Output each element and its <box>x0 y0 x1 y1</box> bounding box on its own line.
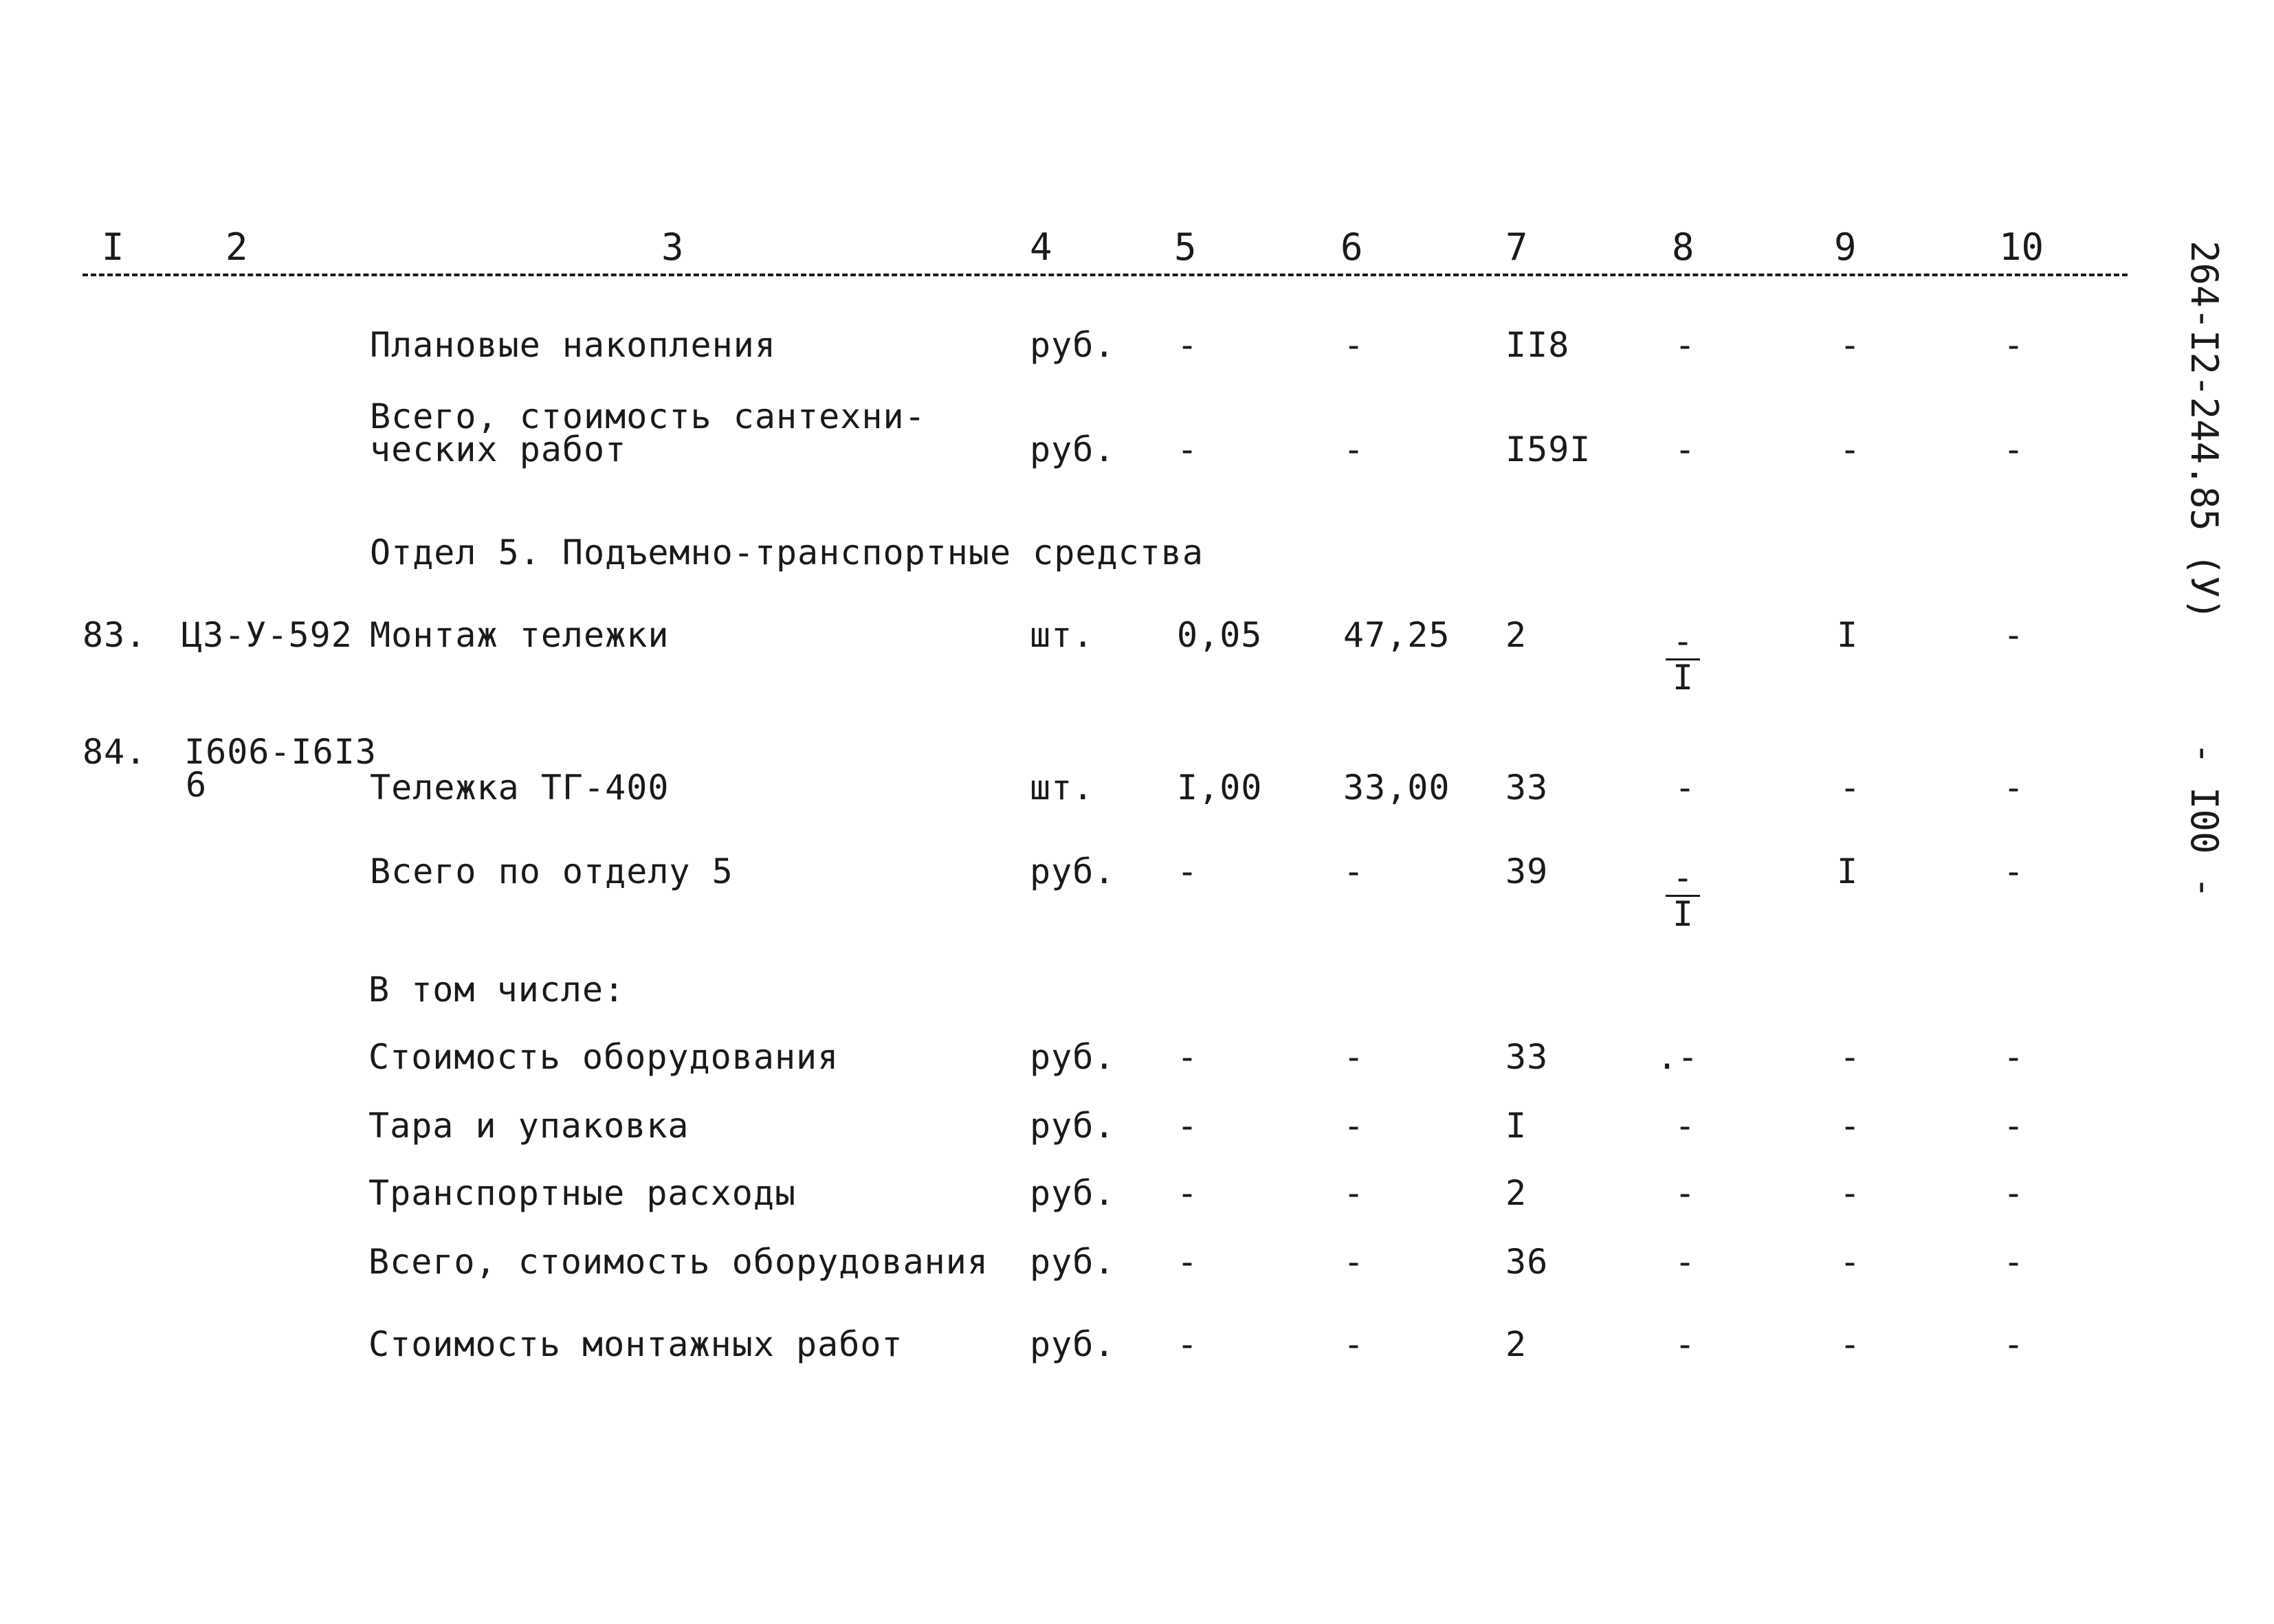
cell-c5: - <box>1177 1106 1198 1146</box>
cell-c6: - <box>1343 852 1365 891</box>
cell-c8: - <box>1675 1106 1696 1146</box>
fraction-top: - <box>1672 858 1694 898</box>
row-unit: руб. <box>1030 1037 1116 1077</box>
cell-c8: - <box>1675 1324 1696 1364</box>
row-unit: руб. <box>1030 852 1116 891</box>
col-header-10: 10 <box>1999 225 2044 269</box>
cell-c6: - <box>1343 1106 1365 1146</box>
row-name: Тара и упаковка <box>368 1106 689 1146</box>
cell-c7: 33 <box>1505 1037 1549 1077</box>
page-number: - I00 - <box>2183 742 2226 899</box>
header-rule <box>82 274 2128 276</box>
document-code: 264-I2-244.85 (У) <box>2183 241 2226 621</box>
cell-c6: 33,00 <box>1343 768 1450 808</box>
cell-c6: - <box>1343 1173 1365 1213</box>
row-code-line1: I606-I6I3 <box>184 732 377 772</box>
cell-c9: - <box>1840 1242 1861 1282</box>
row-name: Всего, стоимость оборудования <box>368 1242 989 1282</box>
cell-c7: 36 <box>1505 1242 1549 1282</box>
cell-c10: - <box>2003 325 2024 365</box>
row-name: Монтаж тележки <box>370 615 670 655</box>
cell-c6: - <box>1343 1242 1365 1282</box>
cell-c9: - <box>1840 1037 1861 1077</box>
col-header-5: 5 <box>1174 225 1197 269</box>
cell-c8-fraction <box>1662 621 1703 698</box>
cell-c5: - <box>1177 1324 1198 1364</box>
cell-c10: - <box>2003 1242 2024 1282</box>
cell-c10: - <box>2003 615 2024 655</box>
cell-c5: - <box>1177 852 1198 891</box>
cell-c9: - <box>1840 768 1861 808</box>
row-number: 83. <box>82 615 147 655</box>
fraction-bottom: I <box>1672 658 1694 698</box>
cell-c6: - <box>1343 1037 1365 1077</box>
cell-c8: - <box>1675 430 1696 469</box>
cell-c7: I59I <box>1505 430 1591 469</box>
row-name-line2: ческих работ <box>370 430 627 469</box>
row-unit: шт. <box>1030 615 1094 655</box>
col-header-9: 9 <box>1834 225 1857 269</box>
cell-c6: 47,25 <box>1343 615 1450 655</box>
row-name: Тележка ТГ-400 <box>370 768 670 808</box>
row-unit: руб. <box>1030 1106 1116 1146</box>
cell-c7: 33 <box>1505 768 1549 808</box>
row-number: 84. <box>82 732 147 772</box>
cell-c10: - <box>2003 430 2024 469</box>
cell-c7: 2 <box>1505 615 1527 655</box>
row-name: Транспортные расходы <box>368 1173 797 1213</box>
cell-c10: - <box>2003 852 2024 891</box>
row-unit: руб. <box>1030 1242 1116 1282</box>
cell-c10: - <box>2003 1324 2024 1364</box>
cell-c5: - <box>1177 325 1198 365</box>
fraction-bottom: I <box>1672 894 1694 934</box>
cell-c9: - <box>1840 1324 1861 1364</box>
cell-c5: - <box>1177 1173 1198 1213</box>
cell-c6: - <box>1343 430 1365 469</box>
col-header-8: 8 <box>1672 225 1695 269</box>
col-header-3: 3 <box>661 225 684 269</box>
cell-c5: I,00 <box>1177 768 1263 808</box>
row-unit: руб. <box>1030 430 1116 469</box>
cell-c7: I <box>1505 1106 1527 1146</box>
cell-c6: - <box>1343 325 1365 365</box>
row-name-line1: Всего, стоимость сантехни- <box>370 397 926 436</box>
cell-c5: - <box>1177 1242 1198 1282</box>
cell-c6: - <box>1343 1324 1365 1364</box>
cell-c8-fraction <box>1662 858 1703 934</box>
cell-c5: - <box>1177 430 1198 469</box>
fraction-top: - <box>1672 621 1694 661</box>
section-title: Отдел 5. Подъемно-транспортные средства <box>370 533 1204 572</box>
row-name: Всего по отделу 5 <box>370 852 733 891</box>
row-unit: руб. <box>1030 325 1116 365</box>
cell-c10: - <box>2003 1173 2024 1213</box>
col-header-7: 7 <box>1505 225 1528 269</box>
cell-c7: II8 <box>1505 325 1570 365</box>
col-header-2: 2 <box>225 225 248 269</box>
cell-c9: I <box>1837 615 1859 655</box>
cell-c8: - <box>1675 768 1696 808</box>
cell-c7: 39 <box>1505 852 1549 891</box>
row-unit: руб. <box>1030 1324 1116 1364</box>
row-unit: шт. <box>1030 768 1094 808</box>
cell-c10: - <box>2003 768 2024 808</box>
cell-c7: 2 <box>1505 1173 1527 1213</box>
cell-c8: - <box>1675 1173 1696 1213</box>
cell-c9: - <box>1840 1106 1861 1146</box>
cell-c8: .- <box>1657 1037 1699 1077</box>
including-label: В том числе: <box>368 970 626 1010</box>
cell-c9: - <box>1840 430 1861 469</box>
row-code-line2: 6 <box>186 765 208 805</box>
col-header-6: 6 <box>1340 225 1363 269</box>
cell-c5: - <box>1177 1037 1198 1077</box>
cell-c9: - <box>1840 325 1861 365</box>
cell-c8: - <box>1675 1242 1696 1282</box>
cell-c5: 0,05 <box>1177 615 1263 655</box>
cell-c7: 2 <box>1505 1324 1527 1364</box>
col-header-1: I <box>102 225 124 269</box>
cell-c10: - <box>2003 1037 2024 1077</box>
cell-c10: - <box>2003 1106 2024 1146</box>
cell-c8: - <box>1675 325 1696 365</box>
cell-c9: - <box>1840 1173 1861 1213</box>
row-name: Стоимость оборудования <box>368 1037 839 1077</box>
cell-c9: I <box>1837 852 1859 891</box>
row-unit: руб. <box>1030 1173 1116 1213</box>
row-name: Плановые накопления <box>370 325 776 365</box>
row-name: Стоимость монтажных работ <box>368 1324 903 1364</box>
row-code: ЦЗ-У-592 <box>181 615 353 655</box>
col-header-4: 4 <box>1030 225 1052 269</box>
